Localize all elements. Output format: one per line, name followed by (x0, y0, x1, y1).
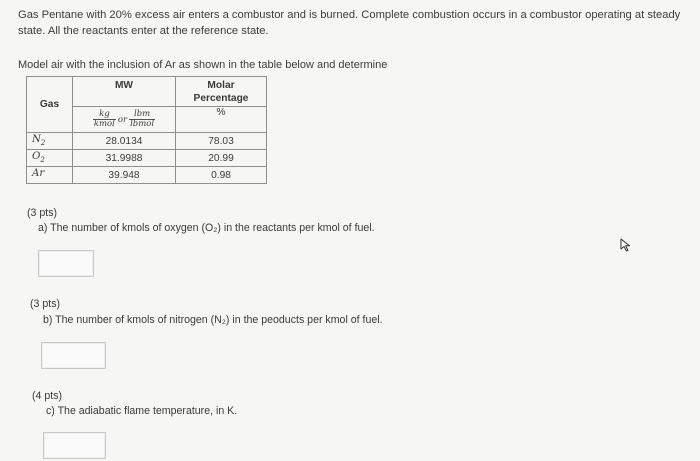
question-a-points: (3 pts) (27, 207, 58, 219)
mw-cell: 39.948 (73, 167, 176, 184)
question-b-points: (3 pts) (30, 298, 61, 310)
mouse-cursor-icon (620, 238, 632, 257)
gas-cell: $O_2$ (27, 150, 73, 167)
pct-cell: 20.99 (176, 150, 267, 167)
mw-cell: 28.0134 (73, 133, 176, 150)
mw-units: $\frac{kg}{\text{kmol}}$ or $\frac{\text{lbm}}{\text{lbmol}}$ (73, 107, 176, 133)
answer-c-input[interactable] (43, 432, 106, 459)
properties-table (26, 76, 267, 184)
table-row (27, 167, 267, 184)
kg-per-kmol: $\frac{kg}{\text{kmol}}$ (93, 109, 115, 129)
model-instruction: Model air with the inclusion of Ar as shown in the table below and determine (18, 59, 388, 71)
question-b-text: b) The number of kmols of nitrogen (N₂) in the peoducts per kmol of fuel. (43, 314, 383, 326)
pct-cell: 0.98 (176, 167, 267, 184)
pct-unit: % (176, 107, 267, 133)
problem-statement: Gas Pentane with 20% excess air enters a combustor and is burned. Complete combustion occurs in a combustor operating at steady state. All the reactants enter at the reference state. (18, 9, 681, 37)
pct-cell: 78.03 (176, 133, 267, 150)
question-c-points: (4 pts) (32, 390, 63, 402)
answer-a-input[interactable] (38, 250, 94, 277)
question-a-text: a) The number of kmols of oxygen (O₂) in the reactants per kmol of fuel. (38, 222, 375, 234)
header-gas: Gas (27, 77, 73, 133)
table-row (27, 133, 267, 150)
header-molar-percentage: Molar Percentage (176, 77, 267, 107)
mw-cell: 31.9988 (73, 150, 176, 167)
lbm-per-lbmol: $\frac{\text{lbm}}{\text{lbmol}}$ (130, 109, 155, 129)
header-mw: MW (73, 77, 176, 107)
gas-cell: Ar (27, 167, 73, 184)
answer-b-input[interactable] (41, 342, 106, 369)
gas-cell: $N_2$ (27, 133, 73, 150)
question-c-text: c) The adiabatic flame temperature, in K. (46, 405, 238, 417)
table-row (27, 150, 267, 167)
